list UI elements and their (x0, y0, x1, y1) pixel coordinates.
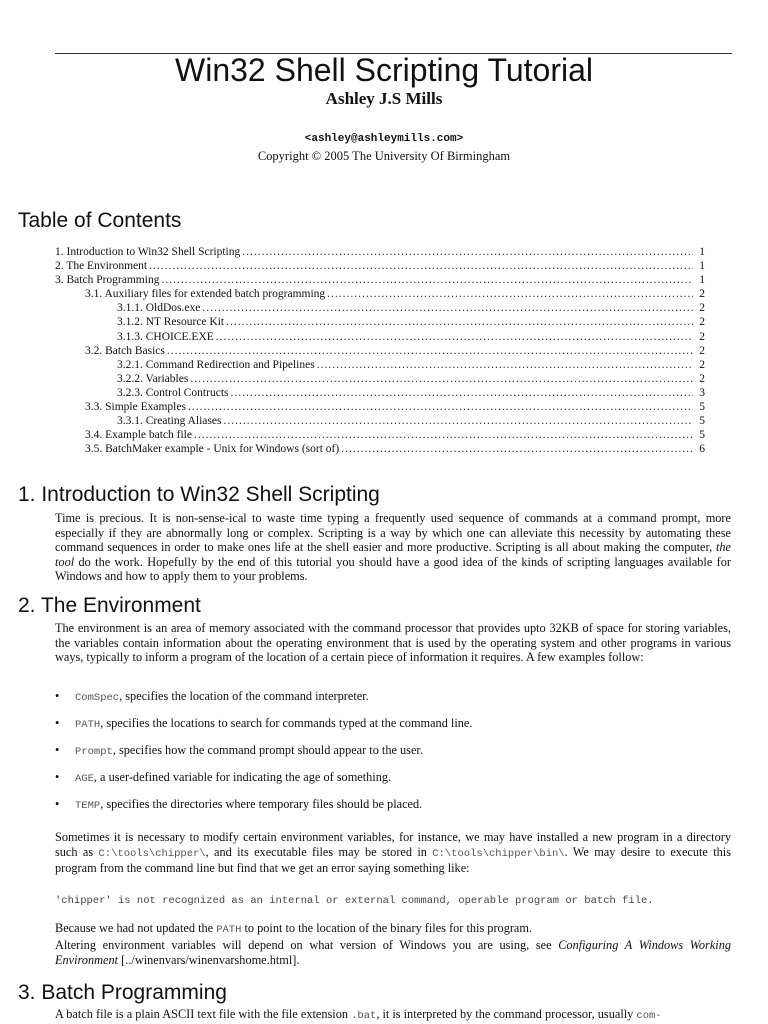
section-3-paragraph: A batch file is a plain ASCII text file with the file extension .bat, it is interpreted by the command processor, usually com- (55, 1007, 662, 1022)
toc-entry[interactable]: 3.2. Batch Basics ..... 2 (55, 344, 705, 358)
section-2-paragraph-2: Sometimes it is necessary to modify certain environment variables, for instance, we may have installed a new program in a directory such as C:\tools\chipper\, and its executable files may be stored in C:\tools\chipper\bin\. We may desire to execute this program from the command line but find that we get an error saying something like: (55, 830, 732, 875)
section-2-paragraph-3: Because we had not updated the PATH to point to the location of the binary files for this program. (55, 921, 533, 936)
toc-entry[interactable]: 3. Batch Programming ..... 1 (55, 273, 705, 287)
author-email[interactable]: <ashley@ashleymills.com> (304, 133, 464, 145)
toc-entry[interactable]: 3.1.2. NT Resource Kit ..... 2 (55, 315, 705, 329)
section-2-paragraph: The environment is an area of memory associated with the command processor that provides upto 32KB of space for storing variables, the variables contain information about the operating environment that is used by the operating system and other programs in various ways, typically to inform a program of the location of a certain piece of information it requires. A few examples follow: (55, 621, 731, 664)
toc-entry[interactable]: 3.5. BatchMaker example - Unix for Windows (sort of) ..... 6 (55, 442, 705, 456)
toc-entry[interactable]: 3.1.1. OldDos.exe ..... 2 (55, 301, 705, 315)
toc-entry[interactable]: 3.1.3. CHOICE.EXE ..... 2 (55, 330, 705, 344)
toc-entry[interactable]: 3.3.1. Creating Aliases ..... 5 (55, 414, 705, 428)
toc-entry[interactable]: 3.2.2. Variables ..... 2 (55, 372, 705, 386)
section-3-heading: 3. Batch Programming (18, 981, 227, 1004)
toc-entry[interactable]: 3.3. Simple Examples ..... 5 (55, 400, 705, 414)
toc-entry[interactable]: 3.4. Example batch file ..... 5 (55, 428, 705, 442)
section-1-heading: 1. Introduction to Win32 Shell Scripting (18, 483, 380, 506)
section-2-heading: 2. The Environment (18, 594, 201, 617)
table-of-contents (55, 245, 705, 456)
author-name: Ashley J.S Mills (325, 89, 443, 108)
section-1-paragraph: Time is precious. It is non-sense-ical to waste time typing a frequently used sequence of commands at a command prompt, more especially if they are abnormally long or complex. Scripting is a way by which one can alleviate this necessity by automating these command sequences in order to make ones life at the shell easier and more productive. Scripting is all about making the computer, the tool do the work. Hopefully by the end of this tutorial you should have a good idea of the kinds of scripting languages available for Windows and how to apply them to your problems. (55, 511, 732, 583)
toc-entry[interactable]: 1. Introduction to Win32 Shell Scripting ..... 1 (55, 245, 705, 259)
toc-heading: Table of Contents (18, 209, 182, 232)
error-message-code: 'chipper' is not recognized as an internal or external command, operable program or batch file. (55, 895, 654, 907)
section-2-paragraph-4: Altering environment variables will depend on what version of Windows you are using, see Configuring A Windows Working Environment [../winenvars/winenvarshome.html]. (55, 938, 731, 967)
toc-entry[interactable]: 3.2.3. Control Contructs ..... 3 (55, 386, 705, 400)
toc-entry[interactable]: 3.1. Auxiliary files for extended batch programming ..... 2 (55, 287, 705, 301)
windows-env-link[interactable]: Configuring A Windows Working Environment (55, 938, 731, 967)
toc-entry[interactable]: 3.2.1. Command Redirection and Pipelines ..... 2 (55, 358, 705, 372)
document-title: Win32 Shell Scripting Tutorial (175, 52, 593, 88)
copyright-notice: Copyright © 2005 The University Of Birmingham (257, 149, 511, 163)
toc-entry[interactable]: 2. The Environment ..... 1 (55, 259, 705, 273)
